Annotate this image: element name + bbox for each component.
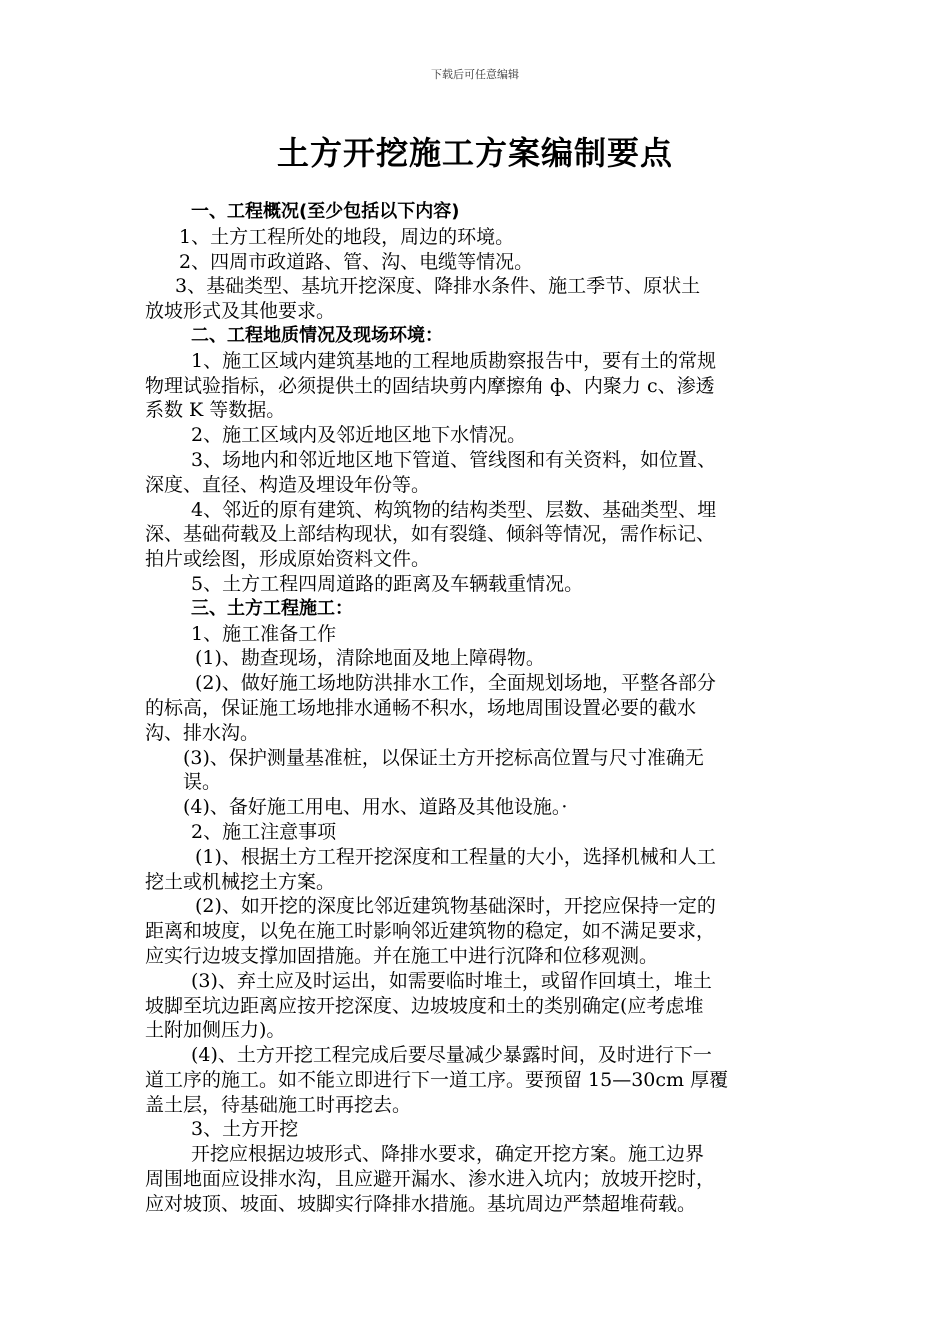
paragraph-line: 物理试验指标，必须提供土的固结块剪内摩擦角 ф、内聚力 c、渗透: [145, 374, 715, 397]
paragraph-line: 3、基础类型、基坑开挖深度、降排水条件、施工季节、原状土: [175, 275, 701, 298]
section-heading: 三、土方工程施工：: [191, 597, 353, 619]
paragraph-line: 2、施工注意事项: [191, 820, 337, 843]
paragraph-line: 拍片或绘图，形成原始资料文件。: [145, 548, 431, 571]
paragraph-line: (2)、如开挖的深度比邻近建筑物基础深时，开挖应保持一定的: [195, 895, 716, 918]
paragraph-line: 3、场地内和邻近地区地下管道、管线图和有关资料，如位置、: [191, 448, 717, 471]
paragraph-line: 坡脚至坑边距离应按开挖深度、边坡坡度和土的类别确定(应考虑堆: [145, 994, 704, 1017]
paragraph-line: 挖土或机械挖土方案。: [145, 870, 336, 893]
paragraph-line: 1、施工准备工作: [191, 622, 337, 645]
paragraph-line: 深、基础荷载及上部结构现状，如有裂缝、倾斜等情况，需作标记、: [145, 523, 716, 546]
paragraph-line: 误。: [183, 771, 222, 794]
paragraph-line: 5、土方工程四周道路的距离及车辆载重情况。: [191, 572, 584, 595]
paragraph-line: 3、土方开挖: [191, 1118, 299, 1141]
section-heading: 一、工程概况(至少包括以下内容): [191, 201, 460, 222]
paragraph-line: 距离和坡度，以免在施工时影响邻近建筑物的稳定，如不满足要求，: [145, 920, 716, 943]
header-note: 下载后可任意编辑: [431, 68, 519, 81]
paragraph-line: 1、土方工程所处的地段，周边的环境。: [179, 225, 515, 248]
paragraph-line: (4)、土方开挖工程完成后要尽量减少暴露时间，及时进行下一: [191, 1044, 712, 1067]
paragraph-line: 盖土层，待基础施工时再挖去。: [145, 1093, 412, 1116]
paragraph-line: 道工序的施工。如不能立即进行下一道工序。要预留 15—30cm 厚覆: [145, 1068, 729, 1091]
paragraph-line: 的标高，保证施工场地排水通畅不积水，场地周围设置必要的截水: [145, 696, 697, 719]
paragraph-line: 应对坡顶、坡面、坡脚实行降排水措施。基坑周边严禁超堆荷载。: [145, 1192, 697, 1215]
document-body: [145, 200, 821, 1217]
paragraph-line: 放坡形式及其他要求。: [145, 300, 336, 323]
paragraph-line: (3)、保护测量基准桩，以保证土方开挖标高位置与尺寸准确无: [183, 746, 704, 769]
paragraph-line: (2)、做好施工场地防洪排水工作，全面规划场地，平整各部分: [195, 672, 716, 695]
section-heading: 二、工程地质情况及现场环境：: [191, 324, 443, 346]
paragraph-line: (3)、弃土应及时运出，如需要临时堆土，或留作回填土，堆土: [191, 969, 712, 992]
paragraph-line: 开挖应根据边坡形式、降排水要求，确定开挖方案。施工边界: [191, 1143, 705, 1166]
paragraph-line: 系数 K 等数据。: [145, 399, 286, 422]
paragraph-line: (4)、备好施工用电、用水、道路及其他设施。·: [183, 796, 568, 819]
paragraph-line: 沟、排水沟。: [145, 721, 260, 744]
paragraph-line: 周围地面应设排水沟，且应避开漏水、渗水进入坑内；放坡开挖时，: [145, 1168, 716, 1191]
paragraph-line: 深度、直径、构造及埋设年份等。: [145, 473, 431, 496]
document-title: 土方开挖施工方案编制要点: [276, 134, 673, 172]
paragraph-line: 2、施工区域内及邻近地区地下水情况。: [191, 424, 527, 447]
paragraph-line: 4、邻近的原有建筑、构筑物的结构类型、层数、基础类型、埋: [191, 498, 717, 521]
paragraph-line: (1)、根据土方工程开挖深度和工程量的大小，选择机械和人工: [195, 845, 716, 868]
paragraph-line: 土附加侧压力)。: [145, 1019, 286, 1042]
paragraph-line: 2、四周市政道路、管、沟、电缆等情况。: [179, 250, 534, 273]
paragraph-line: 1、施工区域内建筑基地的工程地质勘察报告中，要有土的常规: [191, 349, 717, 372]
paragraph-line: (1)、勘查现场，清除地面及地上障碍物。: [195, 647, 545, 670]
paragraph-line: 应实行边坡支撑加固措施。并在施工中进行沉降和位移观测。: [145, 944, 659, 967]
